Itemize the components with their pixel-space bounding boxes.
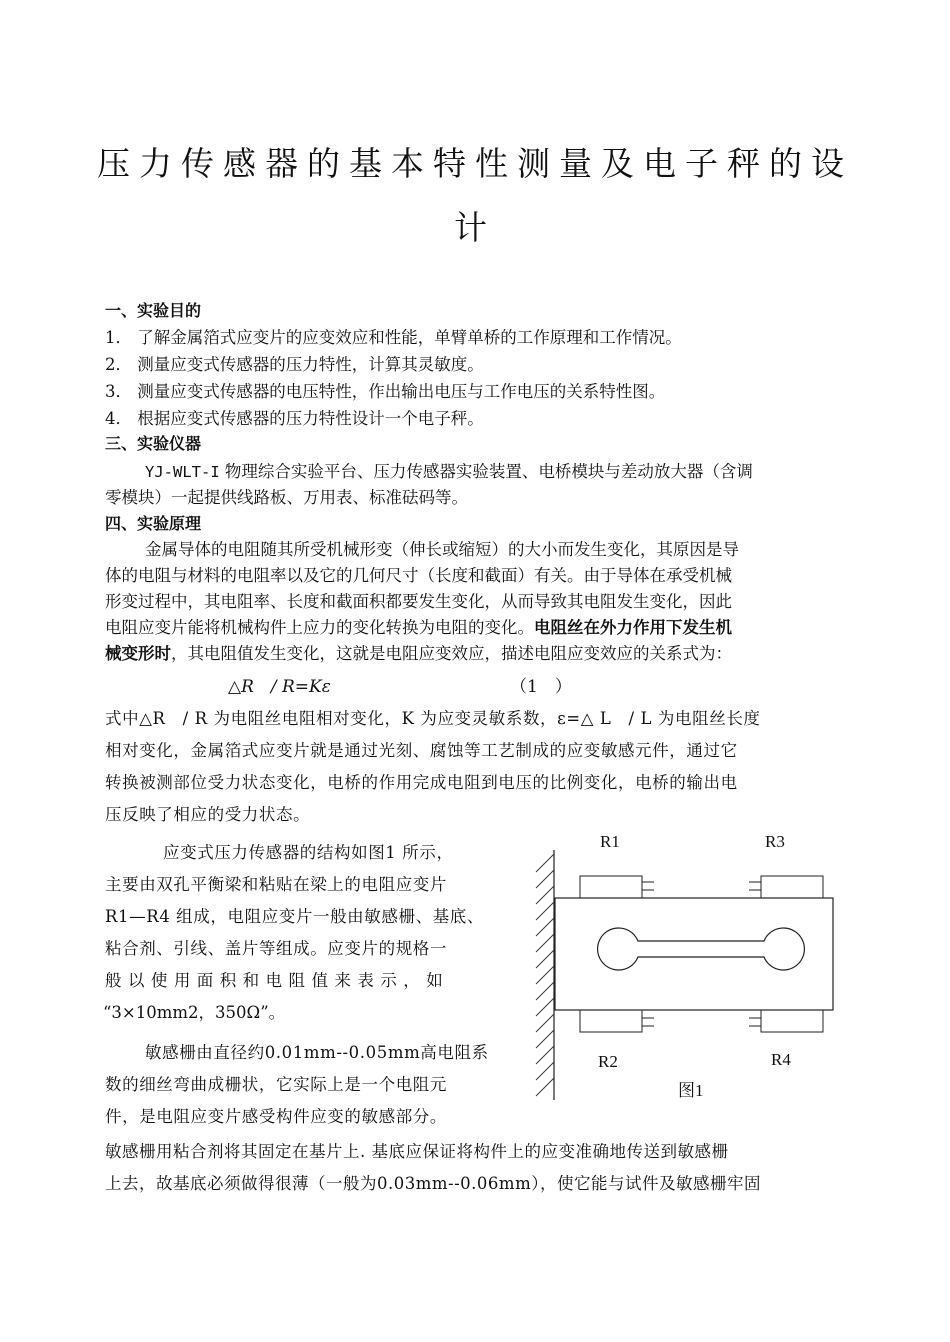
structure-line-6: “3×10mm2，350Ω”。 — [103, 1003, 286, 1022]
principle-line-3: 形变过程中，其电阻率、长度和截面积都要发生变化，从而导致其电阻发生变化，因此 — [105, 592, 732, 611]
formula: △R / R=Kε — [228, 677, 331, 697]
principle-line-4 — [105, 614, 732, 638]
principle-after-bold: ，其电阻值发生变化，这就是电阻应变效应，描述电阻应变效应的关系式为： — [171, 644, 732, 663]
label-r1: R1 — [600, 832, 620, 851]
after-formula-line-2: 相对变化，金属箔式应变片就是通过光刻、腐蚀等工艺制成的应变敏感元件，通过它 — [105, 741, 738, 760]
principle-line-2: 体的电阻与材料的电阻率以及它的几何尺寸（长度和截面）有关。由于导体在承受机械 — [105, 566, 732, 585]
principle-line-5 — [105, 640, 732, 664]
purpose-item-1: 1． 了解金属箔式应变片的应变效应和性能，单臂单桥的工作原理和工作情况。 — [105, 328, 682, 347]
dual-hole-slot — [598, 928, 805, 970]
principle-bold-text-a: 电阻丝在外力作用下发生机 — [534, 618, 732, 637]
page-title: 压力传感器的基本特性测量及电子秤的设 — [97, 144, 853, 183]
structure-line-8: 数的细丝弯曲成栅状，它实际上是一个电阻元 — [105, 1075, 447, 1094]
purpose-item-4: 4． 根据应变式传感器的压力特性设计一个电子秤。 — [105, 409, 484, 428]
structure-line-5: 般 以 使 用 面 积 和 电 阻 值 来 表 示 ， 如 — [105, 971, 444, 990]
strain-gauge-r2 — [580, 1010, 642, 1032]
structure-line-2: 主要由双孔平衡梁和粘贴在梁上的电阻应变片 — [105, 875, 447, 894]
instruments-text-line-1 — [145, 458, 753, 482]
final-line-1: 敏感栅用粘合剂将其固定在基片上. 基底应保证将构件上的应变准确地传送到敏感栅 — [105, 1142, 729, 1161]
balance-beam — [555, 898, 833, 1010]
section-heading-instruments: 三、实验仪器 — [105, 434, 202, 453]
strain-gauge-r3 — [761, 876, 823, 898]
instruments-model: YJ-WLT-I — [145, 463, 220, 481]
structure-line-4: 粘合剂、引线、盖片等组成。应变片的规格一 — [105, 939, 447, 958]
purpose-item-3: 3． 测量应变式传感器的电压特性，作出输出电压与工作电压的关系特性图。 — [105, 382, 666, 401]
after-formula-line-1: 式中△R / R 为电阻丝电阻相对变化，K 为应变灵敏系数，ε=△ L / L 为电阻丝长度 — [105, 709, 761, 728]
figure-1-diagram — [528, 830, 848, 1110]
after-formula-line-3: 转换被测部位受力状态变化，电桥的作用完成电阻到电压的比例变化，电桥的输出电 — [105, 773, 738, 792]
strain-gauge-r1 — [580, 876, 642, 898]
instruments-text-line-2: 零模块）一起提供线路板、万用表、标准砝码等。 — [105, 488, 468, 507]
label-r4: R4 — [771, 1050, 791, 1069]
after-formula-line-4: 压反映了相应的受力状态。 — [105, 805, 311, 824]
label-r3: R3 — [765, 832, 785, 851]
section-heading-principle: 四、实验原理 — [105, 514, 202, 533]
structure-line-9: 件，是电阻应变片感受构件应变的敏感部分。 — [105, 1107, 447, 1126]
wall-hatching — [536, 854, 554, 1096]
structure-line-1: 应变式压力传感器的结构如图1 所示， — [163, 843, 454, 862]
principle-line-1: 金属导体的电阻随其所受机械形变（伸长或缩短）的大小而发生变化，其原因是导 — [145, 540, 739, 559]
formula-number: （1 ） — [510, 677, 572, 697]
structure-line-7: 敏感栅由直径约0.01mm--0.05mm高电阻系 — [145, 1043, 489, 1062]
structure-line-3: R1—R4 组成，电阻应变片一般由敏感栅、基底、 — [105, 907, 484, 926]
purpose-item-2: 2． 测量应变式传感器的压力特性，计算其灵敏度。 — [105, 355, 484, 374]
principle-line-4-text: 电阻应变片能将机械构件上应力的变化转换为电阻的变化。 — [105, 618, 534, 637]
label-r2: R2 — [598, 1052, 618, 1071]
strain-gauge-r4 — [761, 1010, 823, 1032]
instruments-text-rest: 物理综合实验平台、压力传感器实验装置、电桥模块与差动放大器（含调 — [219, 462, 753, 481]
section-heading-purpose: 一、实验目的 — [105, 301, 202, 320]
principle-bold-text-b: 械变形时 — [105, 644, 171, 663]
final-line-2: 上去，故基底必须做得很薄（一般为0.03mm--0.06mm），使它能与试件及敏感栅牢固 — [105, 1174, 761, 1193]
figure-caption: 图1 — [678, 1081, 704, 1100]
page-title-cont: 计 — [454, 208, 496, 247]
